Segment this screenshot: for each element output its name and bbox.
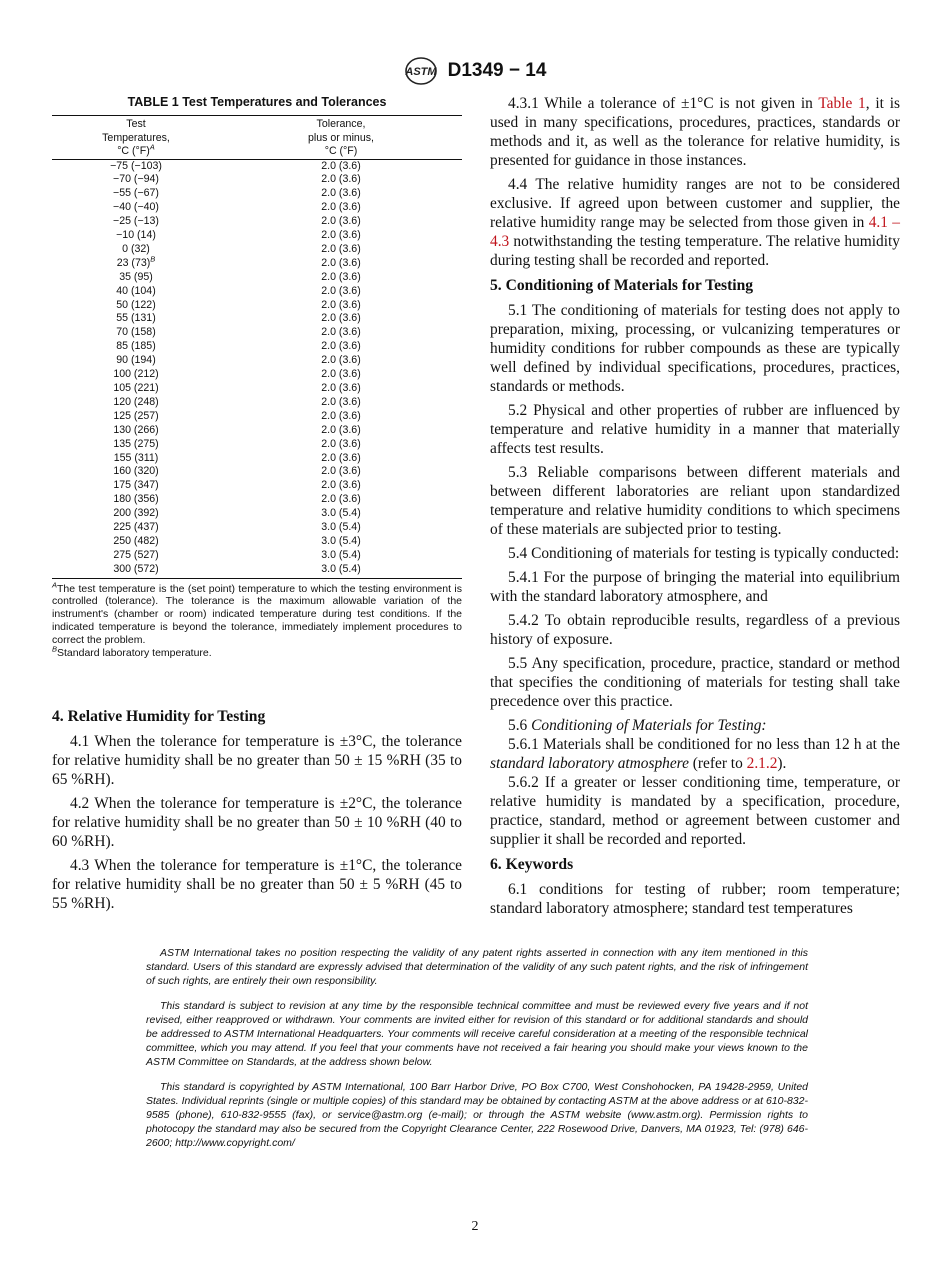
table-row: [52, 479, 462, 493]
temperature-cell: 175 (347): [113, 479, 159, 492]
paragraph-4-1: 4.1 When the tolerance for temperature is ±3°C, the tolerance for relative humidity shall be no greater than 50 ± 15 %RH (35 to 65 %RH).: [52, 733, 462, 789]
paragraph-5-6-1: 5.6.1 Materials shall be conditioned for no less than 12 h at the standard laboratory atmosphere (refer to 2.1.2).: [490, 736, 900, 772]
page-header: [0, 56, 950, 86]
table-row: [52, 354, 462, 368]
tolerance-cell: 2.0 (3.6): [321, 368, 361, 381]
temperature-cell: 135 (275): [113, 437, 159, 450]
temperature-cell: 23 $(73)^B$: [116, 254, 156, 269]
notice-revision: This standard is subject to revision at any time by the responsible technical committee and must be reviewed every five years and if not revised, either reapproved or withdrawn. Your comments are invited either for revision of this standard or for additional standards and should be addressed to ASTM International Headquarters. Your comments will receive careful consideration at a meeting of the responsible technical committee, which you may attend. If you feel that your comments have not received a fair hearing you should make your views known to the ASTM Committee on Standards, at the address shown below.: [146, 1000, 808, 1068]
temperature-cell: 155 (311): [113, 451, 159, 464]
table-row: [52, 285, 462, 299]
tolerance-cell: 3.0 (5.4): [321, 562, 361, 575]
section-2-1-2-link[interactable]: 2.1.2: [746, 755, 778, 772]
astm-logo-text: ASTM: [405, 66, 437, 78]
temperature-cell: 105 (221): [113, 382, 159, 394]
tolerance-cell: 2.0 (3.6): [321, 409, 361, 422]
section-4-1-4-3-link[interactable]: 4.1 – 4.3: [490, 214, 901, 250]
temperature-cell: 70 (158): [116, 326, 156, 339]
temperature-cell: 130 (266): [113, 423, 159, 436]
temperature-cell: 250 (482): [113, 534, 159, 547]
tolerance-cell: 3.0 (5.4): [321, 521, 361, 534]
tolerance-cell: 2.0 (3.6): [321, 201, 361, 214]
tolerance-cell: 2.0 (3.6): [321, 284, 361, 297]
tolerance-cell: 2.0 (3.6): [321, 159, 361, 172]
temperature-cell: −10 (14): [116, 229, 156, 242]
temperature-cell: 180 (356): [113, 493, 159, 506]
tolerance-cell: 2.0 (3.6): [321, 229, 361, 242]
paragraph-4-3-1: 4.3.1 While a tolerance of ±1°C is not given in Table 1, it is used in many specifications, procedures, practices, standards or methods and it, as well as the tolerance for relative humidity, is presented for guidance in those instances.: [490, 95, 900, 169]
paragraph-4-4: 4.4 The relative humidity ranges are not to be considered exclusive. If agreed upon between customer and supplier, the relative humidity range may be selected from those given in 4.1 – 4.3 notwithstanding the testing temperature. The relative humidity during testing shall be recorded and reported.: [490, 176, 901, 269]
table-row: [52, 257, 462, 271]
temperature-table: [52, 115, 462, 579]
table-row: [52, 229, 462, 243]
tolerance-cell: 2.0 (3.6): [321, 465, 361, 478]
table-row: [52, 382, 462, 396]
tolerance-cell: 2.0 (3.6): [321, 256, 361, 269]
temperature-cell: 160 (320): [113, 465, 159, 478]
table-row: [52, 452, 462, 466]
table-row: [52, 563, 462, 578]
table-row: [52, 271, 462, 285]
paragraph-5-4-2: 5.4.2 To obtain reproducible results, regardless of a previous history of exposure.: [490, 612, 900, 648]
temperature-cell: −55 (−67): [113, 187, 159, 200]
left-column: [52, 94, 462, 918]
temperature-cell: 55 (131): [116, 312, 156, 325]
temperature-cell: 225 (437): [113, 521, 159, 534]
paragraph-5-3: 5.3 Reliable comparisons between different materials and between different laboratories are reliant upon standardized temperature and relative humidity conditions to which specimens of these materials are subjected prior to testing.: [490, 464, 900, 538]
tolerance-cell: 2.0 (3.6): [321, 354, 361, 367]
right-column: [490, 94, 900, 923]
tolerance-cell: 2.0 (3.6): [321, 493, 361, 506]
tolerance-cell: 2.0 (3.6): [321, 242, 361, 255]
tolerance-cell: 2.0 (3.6): [321, 437, 361, 450]
section-5-heading: 5. Conditioning of Materials for Testing: [490, 277, 754, 294]
temperature-cell: 85 (185): [116, 340, 156, 353]
footnote-mark: B: [150, 254, 156, 264]
notice-copyright: This standard is copyrighted by ASTM International, 100 Barr Harbor Drive, PO Box C700, West Conshohocken, PA 19428-2959, United States. Individual reprints (single or multiple copies) of this standard may be obtained by contacting ASTM at the above address or at 610-832-9585 (phone), 610-832-9555 (fax), or service@astm.org (e-mail); or through the ASTM website (www.astm.org). Permission rights to photocopy the standard may also be secured from the Copyright Clearance Center, 222 Rosewood Drive, Danvers, MA 01923, Tel: (978) 646-2600; http://www.copyright.com/: [146, 1081, 808, 1149]
table-header-tolerance: Tolerance, plus or minus, °C (°F): [308, 118, 374, 157]
paragraph-5-5: 5.5 Any specification, procedure, practice, standard or method that specifies the conditioning of materials for testing shall take precedence over this practice.: [490, 655, 900, 710]
table-row: [52, 424, 462, 438]
temperature-cell: 35 (95): [119, 270, 153, 283]
tolerance-cell: 2.0 (3.6): [321, 395, 361, 408]
table-row: [52, 299, 462, 313]
notice-patent: ASTM International takes no position respecting the validity of any patent rights asserted in connection with any item mentioned in this standard. Users of this standard are expressly advised that determination of the validity of any such patent rights, and the risk of infringement of such rights, are entirely their own responsibility.: [146, 947, 808, 987]
table-row: [52, 549, 462, 563]
paragraph-4-2: 4.2 When the tolerance for temperature is ±2°C, the tolerance for relative humidity shall be no greater than 50 ± 10 %RH (40 to 60 %RH).: [52, 795, 462, 851]
tolerance-cell: 2.0 (3.6): [321, 382, 361, 394]
tolerance-cell: 2.0 (3.6): [321, 312, 361, 325]
tolerance-cell: 2.0 (3.6): [321, 479, 361, 492]
section-4-heading: 4. Relative Humidity for Testing: [52, 708, 266, 726]
table-row: [52, 521, 462, 535]
table-row: [52, 201, 462, 215]
page-number: 2: [471, 1219, 479, 1234]
temperature-cell: 300 (572): [113, 562, 159, 575]
temperature-cell: 50 (122): [116, 298, 156, 311]
tolerance-cell: 2.0 (3.6): [321, 340, 361, 353]
table-row: [52, 507, 462, 521]
paragraph-5-6: 5.6 Conditioning of Materials for Testing:: [508, 717, 767, 734]
temperature-cell: 90 (194): [116, 354, 156, 367]
tolerance-cell: 3.0 (5.4): [321, 507, 361, 520]
temperature-cell: 275 (527): [113, 548, 159, 561]
table-row: [52, 535, 462, 549]
tolerance-cell: 3.0 (5.4): [321, 534, 361, 547]
tolerance-cell: 2.0 (3.6): [321, 187, 361, 200]
table-row: [52, 187, 462, 201]
paragraph-5-2: 5.2 Physical and other properties of rubber are influenced by temperature and relative humidity in a manner that materially affects test results.: [490, 402, 900, 457]
table-title: TABLE 1 Test Temperatures and Tolerances: [127, 95, 387, 109]
temperature-cell: 0 (32): [122, 242, 150, 255]
temperature-cell: 120 (248): [113, 395, 159, 408]
table-row: [52, 243, 462, 257]
document-id: D1349 − 14: [447, 60, 547, 81]
paragraph-5-6-2: 5.6.2 If a greater or lesser conditioning time, temperature, or relative humidity is mandated by a specification, procedure, practice, standard, method or agreement between customer and supplier it shall be recorded and reported.: [490, 774, 900, 848]
table-row: [52, 340, 462, 354]
table-row: [52, 438, 462, 452]
temperature-cell: 200 (392): [113, 507, 159, 520]
table-1-link[interactable]: Table 1: [818, 95, 866, 112]
table-row: [52, 368, 462, 382]
paragraph-5-4-1: 5.4.1 For the purpose of bringing the material into equilibrium with the standard laboratory atmosphere, and: [490, 569, 900, 605]
tolerance-cell: 2.0 (3.6): [321, 298, 361, 311]
footnote-mark: A: [149, 142, 155, 152]
section-4: [52, 707, 462, 913]
table-row: [52, 312, 462, 326]
astm-notices: [146, 946, 808, 1161]
section-6-heading: 6. Keywords: [490, 856, 574, 873]
table-row: [52, 410, 462, 424]
temperature-cell: −40 (−40): [113, 201, 159, 214]
table-row: [52, 396, 462, 410]
temperature-cell: −70 (−94): [113, 173, 159, 186]
tolerance-cell: 3.0 (5.4): [321, 548, 361, 561]
table-footnote-b: $^B$Standard laboratory temperature.: [52, 644, 212, 659]
table-row: [52, 465, 462, 479]
table-footnote-a: $^A$The test temperature is the (set point) temperature to which the testing environment is controlled (tolerance). The tolerance is the maximum allowable variation of the instrument's (chamber or room) indicated temperature during test conditions. If the indicated temperature is beyond the tolerance, immediately implement procedures to correct the problem.: [52, 580, 462, 646]
tolerance-cell: 2.0 (3.6): [321, 215, 361, 228]
temperature-cell: 125 (257): [113, 409, 159, 422]
temperature-cell: −75 (−103): [110, 159, 162, 172]
astm-logo-icon: [404, 56, 438, 86]
table-row: [52, 159, 462, 173]
paragraph-4-3: 4.3 When the tolerance for temperature is ±1°C, the tolerance for relative humidity shall be no greater than 50 ± 5 %RH (45 to 55 %RH).: [52, 857, 462, 913]
table-row: [52, 215, 462, 229]
table-header-temperature: Test Temperatures, °C $(^\circ F)^A$: [102, 118, 170, 157]
temperature-cell: −25 (−13): [113, 215, 159, 228]
temperature-cell: 100 (212): [113, 368, 159, 381]
paragraph-6-1: 6.1 conditions for testing of rubber; room temperature; standard laboratory atmosphere; standard test temperatures: [490, 881, 900, 917]
table-row: [52, 326, 462, 340]
tolerance-cell: 2.0 (3.6): [321, 326, 361, 339]
tolerance-cell: 2.0 (3.6): [321, 173, 361, 186]
paragraph-5-4: 5.4 Conditioning of materials for testing is typically conducted:: [508, 545, 900, 562]
table-row: [52, 173, 462, 187]
paragraph-5-1: 5.1 The conditioning of materials for testing does not apply to preparation, mixing, processing, or vulcanizing temperatures or humidity conditions for rubber compounds as these are typically well defined by individual specifications, procedures, practices, standards or methods.: [490, 302, 900, 395]
tolerance-cell: 2.0 (3.6): [321, 451, 361, 464]
temperature-cell: 40 (104): [116, 284, 156, 297]
tolerance-cell: 2.0 (3.6): [321, 423, 361, 436]
table-row: [52, 493, 462, 507]
table-body: [52, 159, 462, 578]
tolerance-cell: 2.0 (3.6): [321, 270, 361, 283]
